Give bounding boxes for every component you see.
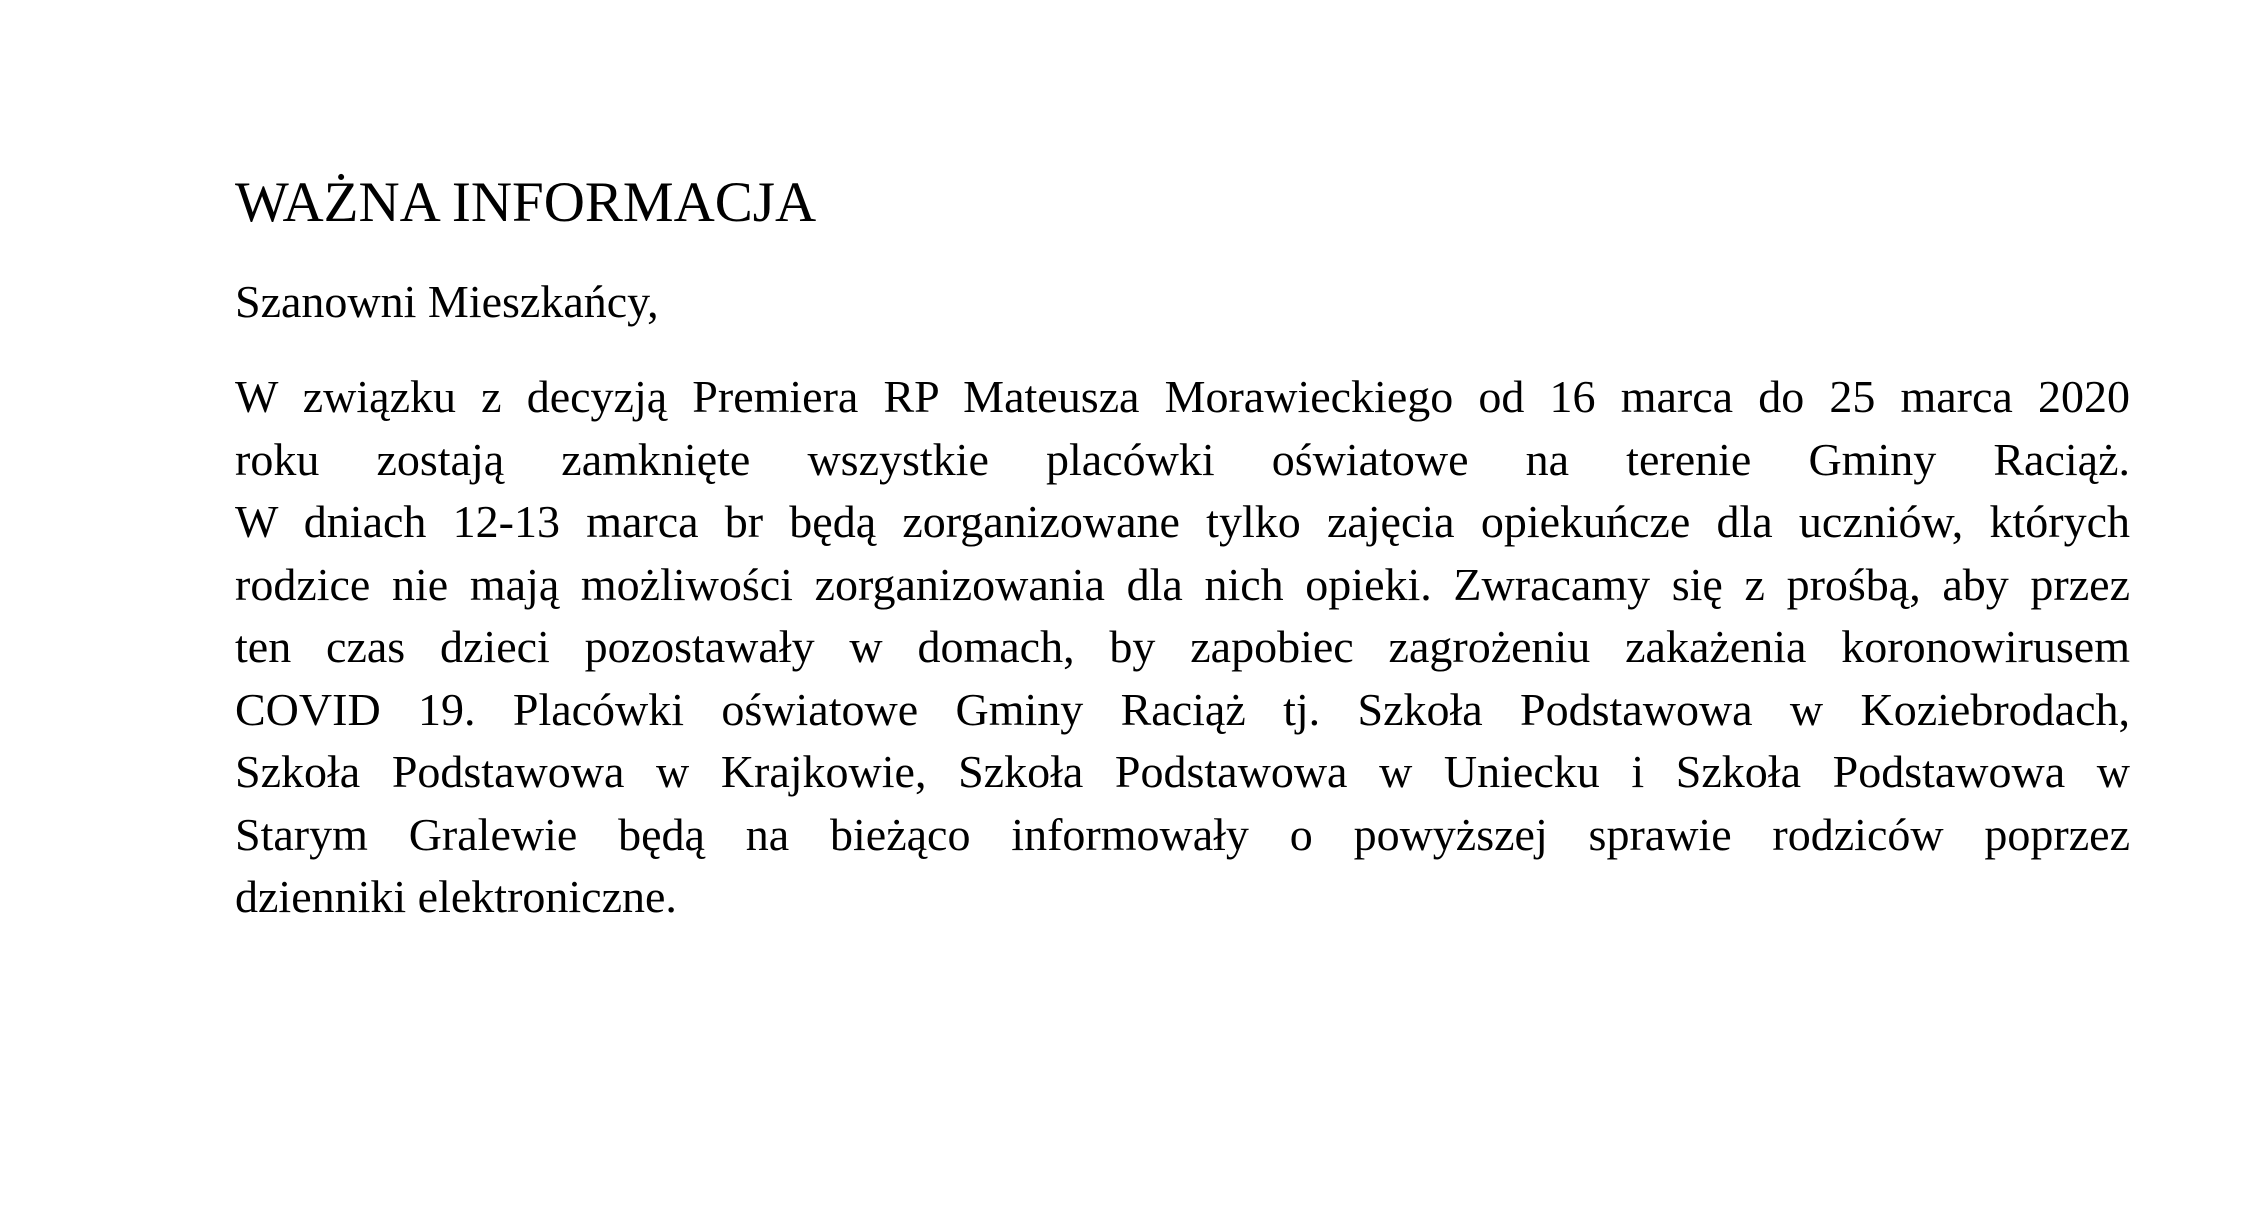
body-line: COVID 19. Placówki oświatowe Gminy Raciąż tj. Szkoła Podstawowa w Koziebrodach, (235, 683, 2130, 735)
body-line: dzienniki elektroniczne. (235, 871, 677, 922)
body-paragraph (235, 366, 2130, 929)
body-line: Starym Gralewie będą na bieżąco informowały o powyższej sprawie rodziców poprzez (235, 808, 2130, 860)
document-content (235, 168, 2130, 929)
greeting: Szanowni Mieszkańcy, (235, 276, 659, 327)
body-line: rodzice nie mają możliwości zorganizowania dla nich opieki. Zwracamy się z prośbą, aby przez (235, 558, 2130, 610)
body-line: ten czas dzieci pozostawały w domach, by zapobiec zagrożeniu zakażenia koronowirusem (235, 621, 2130, 672)
document-title: WAŻNA INFORMACJA (235, 171, 817, 234)
body-line: W dniach 12-13 marca br będą zorganizowane tylko zajęcia opiekuńcze dla uczniów, których (235, 496, 2130, 547)
body-line: W związku z decyzją Premiera RP Mateusza Morawieckiego od 16 marca do 25 marca 2020 (235, 371, 2130, 422)
body-line: roku zostają zamknięte wszystkie placówki oświatowe na terenie Gminy Raciąż. (235, 433, 2130, 485)
body-line: Szkoła Podstawowa w Krajkowie, Szkoła Podstawowa w Uniecku i Szkoła Podstawowa w (235, 746, 2130, 797)
